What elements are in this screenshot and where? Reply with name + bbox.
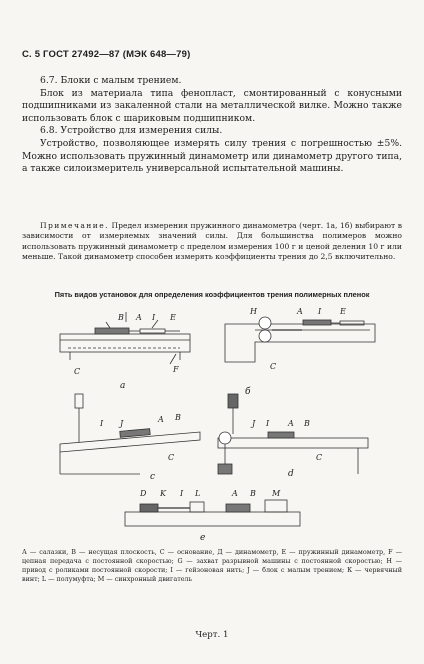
label-j-d: J xyxy=(252,419,256,428)
panel-b-roller-top xyxy=(259,317,271,329)
section-6-7-title: 6.7. Блоки с малым трением. xyxy=(40,75,182,86)
panel-d-plane xyxy=(218,438,368,448)
label-i-d: I xyxy=(266,419,270,428)
label-d-e: D xyxy=(140,489,147,498)
friction-setups-figure xyxy=(40,307,380,544)
panel-a-dynamometer xyxy=(140,329,165,333)
panel-e xyxy=(125,489,300,543)
label-a-c: A xyxy=(158,415,164,424)
panel-label-b: б xyxy=(245,387,251,397)
panel-d-sled xyxy=(268,432,294,438)
label-a-a: A xyxy=(136,313,142,322)
panel-b-sled xyxy=(303,320,331,325)
panel-c-sled xyxy=(120,429,150,438)
panel-a xyxy=(60,312,190,391)
label-i-e: I xyxy=(180,489,184,498)
label-k-e: K xyxy=(160,489,166,498)
panel-e-base xyxy=(125,512,300,526)
note-text: Предел измерения пружинного динамометра (черт. 1а, 1б) выбирают в зависимости от измеряемых значений силы. Для большинства полимеров можно использовать пружинный динамометр с пределом измерения 100 г и ценой деления 10 г или меньше. Такой динамометр способен измерять коэффициенты трения до 2,5 включительно. xyxy=(22,221,402,262)
panel-e-coupling xyxy=(190,502,204,512)
label-f-a: F xyxy=(173,365,179,374)
panel-label-a: а xyxy=(120,381,126,391)
label-c-a: C xyxy=(74,367,81,376)
label-e-a: E xyxy=(170,313,176,322)
panel-d-weight xyxy=(218,464,232,474)
panel-a-callout-f xyxy=(170,354,176,364)
label-a-d: A xyxy=(288,419,294,428)
panel-label-e: e xyxy=(200,533,206,543)
label-l-e: L xyxy=(195,489,201,498)
panel-e-sled xyxy=(226,504,250,512)
figure-title: Пять видов установок для определения коэффициентов трения полимерных пленок xyxy=(54,290,370,299)
panel-b xyxy=(225,307,375,397)
note-paragraph xyxy=(22,221,402,263)
label-i-b: I xyxy=(318,307,322,316)
panel-b-roller-bottom xyxy=(259,330,271,342)
label-a-b: A xyxy=(297,307,303,316)
label-b-d: B xyxy=(304,419,310,428)
panel-e-dynamometer xyxy=(140,504,158,512)
label-j-c: J xyxy=(120,419,124,428)
panel-a-base xyxy=(60,334,190,352)
label-m-e: M xyxy=(272,489,281,498)
label-c-c: C xyxy=(168,453,175,462)
figure-legend: А — салазки, В — несущая плоскость, С — основание, Д — динамометр, Е — пружинный динамометр, F — цепная передача с постоянной скоростью; G — захват разрывной машины с постоянной скоростью; Н — привод с роликами постоянной скорости; I — гейзоновая нить; J — блок с малым трением; К — червячный винт; L — полумуфта; М — синхронный двигатель xyxy=(22,548,402,583)
note-label: Примечание. xyxy=(40,221,109,230)
section-6-7-text: Блок из материала типа фенопласт, смонтированный с конусными подшипниками из закаленной стали на металлической вилке. Можно также использовать блок с шариковым подшипником. xyxy=(22,87,402,124)
panel-d-pulley xyxy=(219,432,231,444)
label-a-e: A xyxy=(232,489,238,498)
panel-a-callout-a xyxy=(106,322,110,328)
section-6-8-text: Устройство, позволяющее измерять силу трения с погрешностью ±5%. Можно использовать пружинный динамометр или динамометр другого типа, а также силоизмеритель универсальной испытательной машины. xyxy=(22,137,402,175)
panel-c-dynamometer xyxy=(75,394,83,408)
figure-caption: Черт. 1 xyxy=(195,630,229,640)
label-b-c: B xyxy=(175,413,181,422)
label-c-d: С xyxy=(316,453,323,462)
label-b-e: B xyxy=(250,489,256,498)
label-h-b: H xyxy=(250,307,257,316)
panel-a-sled xyxy=(95,328,129,334)
section-6-8-title: 6.8. Устройство для измерения силы. xyxy=(40,125,223,137)
label-i-a: I xyxy=(152,313,156,322)
label-i-c: I xyxy=(100,419,104,428)
label-e-b: E xyxy=(340,307,346,316)
label-c-b: C xyxy=(270,362,277,371)
panel-d-grip xyxy=(228,394,238,408)
section-6-7 xyxy=(22,75,402,176)
panel-label-c: c xyxy=(150,472,156,482)
panel-c xyxy=(60,394,200,482)
panel-d xyxy=(218,394,368,479)
panel-e-motor xyxy=(265,500,287,512)
panel-label-d: d xyxy=(288,469,294,479)
label-b-a: B xyxy=(118,313,124,322)
page-header: С. 5 ГОСТ 27492—87 (МЭК 648—79) xyxy=(22,49,191,60)
